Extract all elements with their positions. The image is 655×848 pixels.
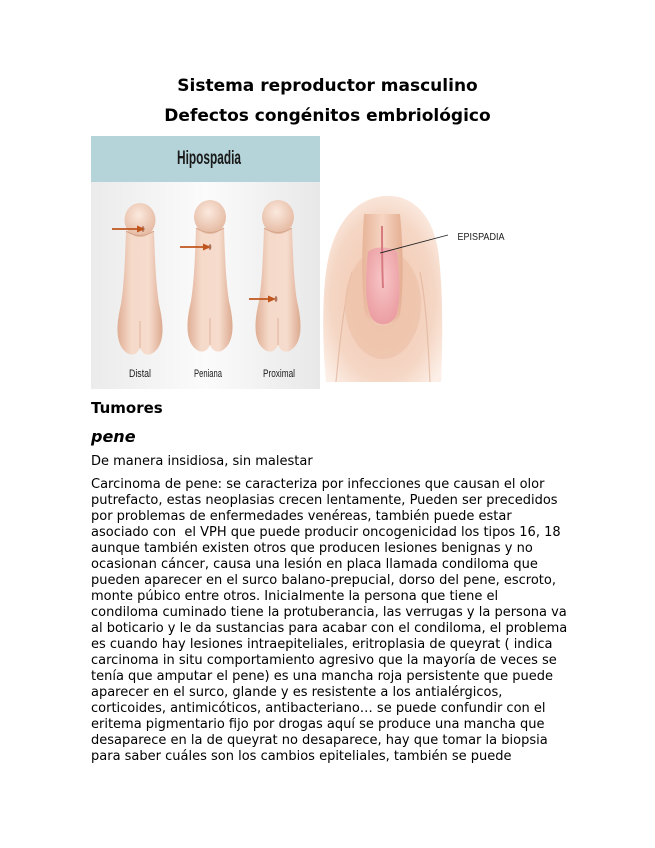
epispadia-label: EPISPADIA — [457, 232, 505, 243]
epispadia-illustration — [322, 190, 507, 382]
label-distal: Distal — [129, 368, 151, 380]
document-subtitle: Defectos congénitos embriológico — [164, 106, 491, 126]
paragraph-line: ocasionan cáncer, causa una lesión en placa llamada condiloma que — [91, 557, 538, 572]
paragraph-line: eritema pigmentario fijo por drogas aquí se produce una mancha que — [91, 717, 545, 732]
paragraph-line: tenía que amputar el pene) es una mancha roja persistente que puede — [91, 669, 553, 684]
paragraph-line: corticoides, antimicóticos, antibacteriano… se puede confundir con el — [91, 701, 546, 716]
label-peniana: Peniana — [194, 368, 223, 380]
paragraph-line: Carcinoma de pene: se caracteriza por infecciones que causan el olor — [91, 477, 545, 492]
paragraph-line: aparecer en el surco, glande y es resistente a los antialérgicos, — [91, 685, 503, 700]
paragraph-line: al boticario y le da sustancias para acabar con el condiloma, el problema — [91, 621, 568, 636]
paragraph-line: asociado con el VPH que puede producir oncogenicidad los tipos 16, 18 — [91, 525, 561, 540]
intro-line: De manera insidiosa, sin malestar — [91, 454, 313, 469]
paragraph-line: monte púbico entre otros. Inicialmente la persona que tiene el — [91, 589, 499, 604]
dorsal-groove — [382, 226, 383, 288]
body-paragraph — [91, 477, 571, 765]
paragraph-line: por problemas de enfermedades venéreas, también puede estar — [91, 509, 512, 524]
hipospadia-title: Hipospadia — [177, 148, 242, 169]
paragraph-line: putrefacto, estas neoplasias crecen lentamente, Pueden ser precedidos — [91, 493, 558, 508]
paragraph-line: pueden aparecer en el surco balano-prepucial, dorso del pene, escroto, — [91, 573, 556, 588]
paragraph-line: para saber cuáles son los cambios epiteliales, también se puede — [91, 749, 512, 764]
paragraph-line: aunque también existen otros que producen lesiones benignas y no — [91, 541, 533, 556]
section-subheading: pene — [91, 427, 136, 446]
paragraph-line: carcinoma in situ comportamiento agresivo que la mayoría de veces se — [91, 653, 557, 668]
paragraph-line: desaparece en la de queyrat no desaparece, hay que tomar la biopsia — [91, 733, 548, 748]
hipospadia-illustration — [91, 136, 320, 389]
document-title: Sistema reproductor masculino — [177, 76, 478, 96]
paragraph-line: condiloma cuminado tiene la protuberancia, las verrugas y la persona va — [91, 605, 567, 620]
label-proximal: Proximal — [263, 368, 295, 380]
paragraph-line: es cuando hay lesiones intraepiteliales, eritroplasia de queyrat ( indica — [91, 637, 553, 652]
section-heading: Tumores — [91, 399, 163, 417]
